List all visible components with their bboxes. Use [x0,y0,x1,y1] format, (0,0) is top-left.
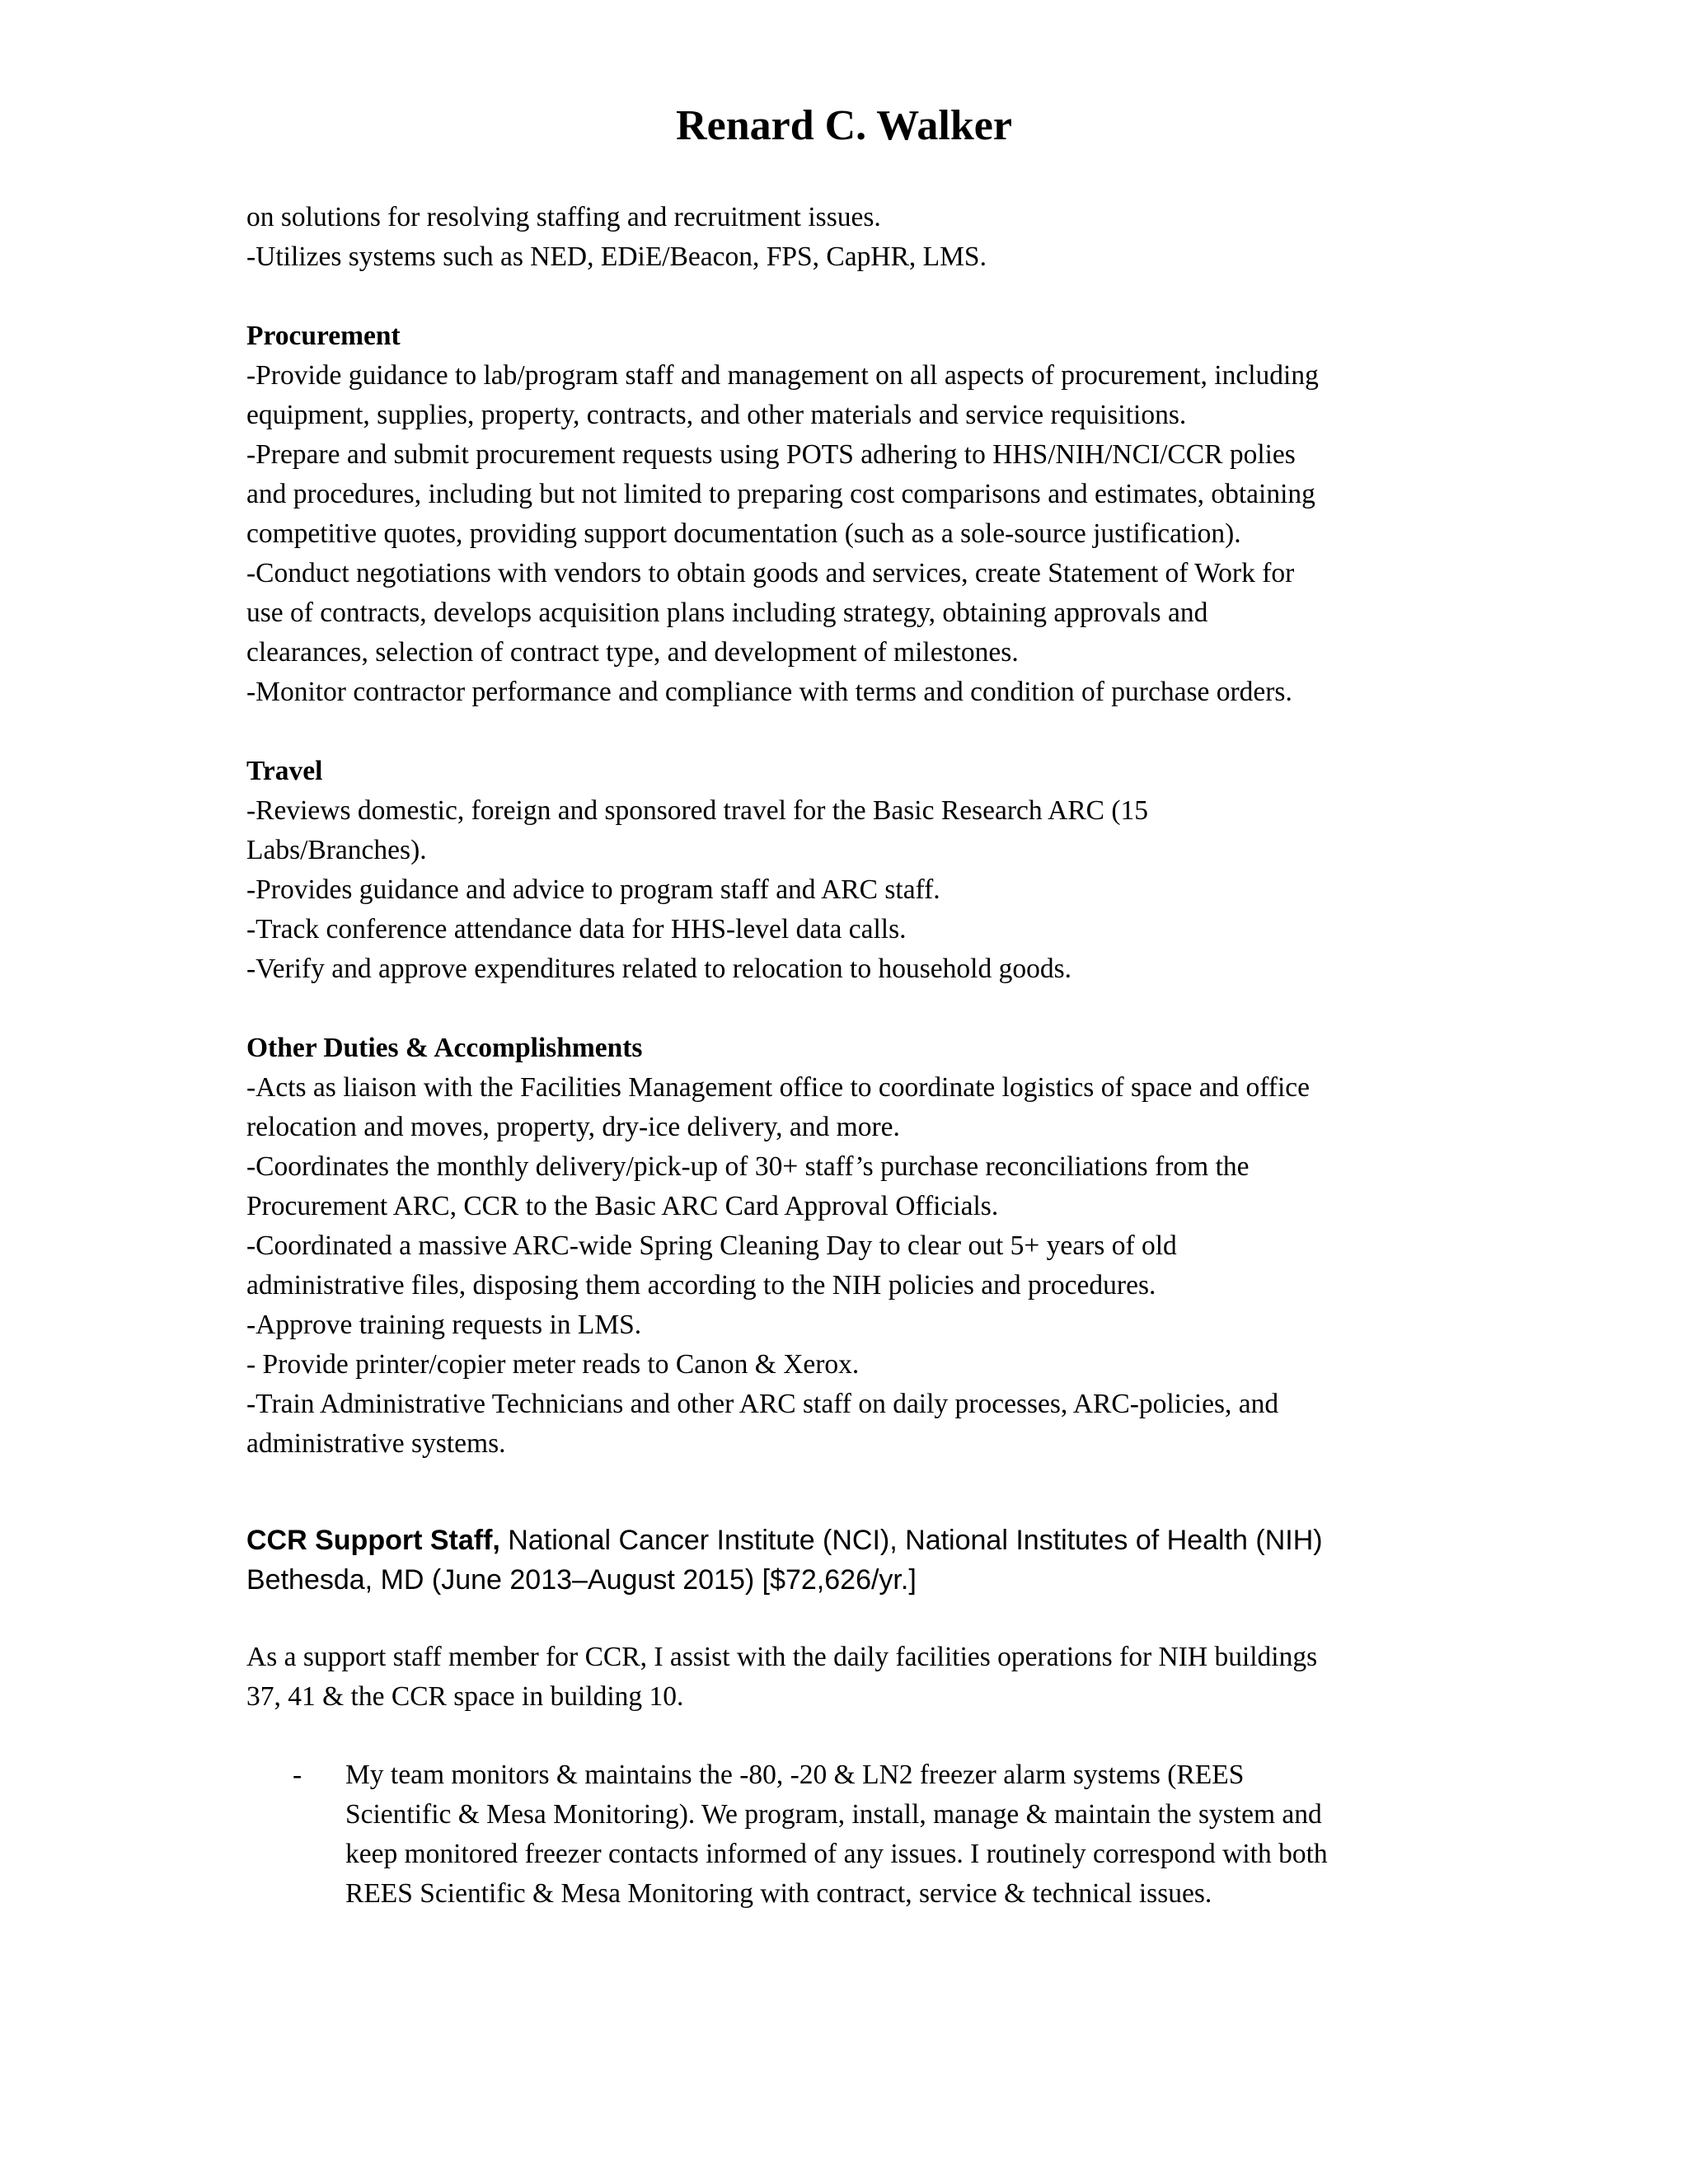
job-title-line [246,1521,1483,1560]
other-duties-line: -Coordinates the monthly delivery/pick-up of 30+ staff’s purchase reconciliations from the [246,1151,1250,1182]
spacer [246,712,1433,752]
other-duties-line: -Coordinated a massive ARC-wide Spring Cleaning Day to clear out 5+ years of old [246,1230,1177,1261]
job-header [246,1521,1483,1600]
procurement-heading: Procurement [246,321,401,351]
job-organization: National Cancer Institute (NCI), National Institutes of Health (NIH) [499,1525,1323,1556]
bullet-line: My team monitors & maintains the -80, -20 & LN2 freezer alarm systems (REES [345,1760,1245,1790]
other-duties-line: relocation and moves, property, dry-ice delivery, and more. [246,1112,900,1142]
procurement-line: clearances, selection of contract type, and development of milestones. [246,637,1019,668]
job-bullet-list [246,1755,1442,1914]
travel-line: -Provides guidance and advice to program staff and ARC staff. [246,874,940,905]
bullet-line: REES Scientific & Mesa Monitoring with contract, service & technical issues. [345,1878,1212,1909]
other-duties-heading: Other Duties & Accomplishments [246,1033,643,1063]
procurement-line: use of contracts, develops acquisition plans including strategy, obtaining approvals and [246,598,1208,628]
bullet-dash: - [293,1760,302,1790]
resume-body [246,198,1433,1464]
travel-line: -Reviews domestic, foreign and sponsored travel for the Basic Research ARC (15 [246,795,1149,826]
procurement-line: -Conduct negotiations with vendors to obtain goods and services, create Statement of Work for [246,558,1295,588]
travel-line: Labs/Branches). [246,835,427,865]
procurement-line: -Monitor contractor performance and compliance with terms and condition of purchase orders. [246,677,1292,707]
travel-line: -Verify and approve expenditures related to relocation to household goods. [246,954,1071,984]
other-duties-line: administrative systems. [246,1428,506,1459]
procurement-line: competitive quotes, providing support documentation (such as a sole-source justification). [246,518,1241,549]
procurement-line: and procedures, including but not limited to preparing cost comparisons and estimates, obtaining [246,479,1315,509]
other-duties-line: administrative files, disposing them according to the NIH policies and procedures. [246,1270,1156,1301]
job-location-dates: Bethesda, MD (June 2013–August 2015) [$72,626/yr.] [246,1564,917,1596]
bullet-line: Scientific & Mesa Monitoring). We program, install, manage & maintain the system and [345,1799,1322,1830]
job-summary-line: As a support staff member for CCR, I assist with the daily facilities operations for NIH buildings [246,1642,1318,1672]
job-summary-line: 37, 41 & the CCR space in building 10. [246,1681,684,1712]
spacer [246,277,1433,316]
other-duties-line: -Train Administrative Technicians and other ARC staff on daily processes, ARC-policies, and [246,1389,1279,1419]
spacer [246,989,1433,1029]
other-duties-line: - Provide printer/copier meter reads to Canon & Xerox. [246,1349,860,1380]
resume-name-header: Renard C. Walker [676,102,1012,149]
other-duties-line: Procurement ARC, CCR to the Basic ARC Card Approval Officials. [246,1191,999,1221]
procurement-line: -Prepare and submit procurement requests using POTS adhering to HHS/NIH/NCI/CCR polies [246,439,1296,470]
intro-line: -Utilizes systems such as NED, EDiE/Beacon, FPS, CapHR, LMS. [246,241,987,272]
other-duties-line: -Approve training requests in LMS. [246,1310,642,1340]
job-title: CCR Support Staff, [246,1525,500,1556]
procurement-line: equipment, supplies, property, contracts, and other materials and service requisitions. [246,400,1187,430]
other-duties-line: -Acts as liaison with the Facilities Management office to coordinate logistics of space and office [246,1072,1310,1103]
list-item [246,1755,1442,1914]
bullet-line: keep monitored freezer contacts informed of any issues. I routinely correspond with both [345,1839,1328,1869]
procurement-line: -Provide guidance to lab/program staff and management on all aspects of procurement, including [246,360,1319,391]
intro-line: on solutions for resolving staffing and recruitment issues. [246,202,881,232]
job-summary [246,1638,1433,1717]
travel-line: -Track conference attendance data for HHS-level data calls. [246,914,907,944]
travel-heading: Travel [246,756,323,786]
